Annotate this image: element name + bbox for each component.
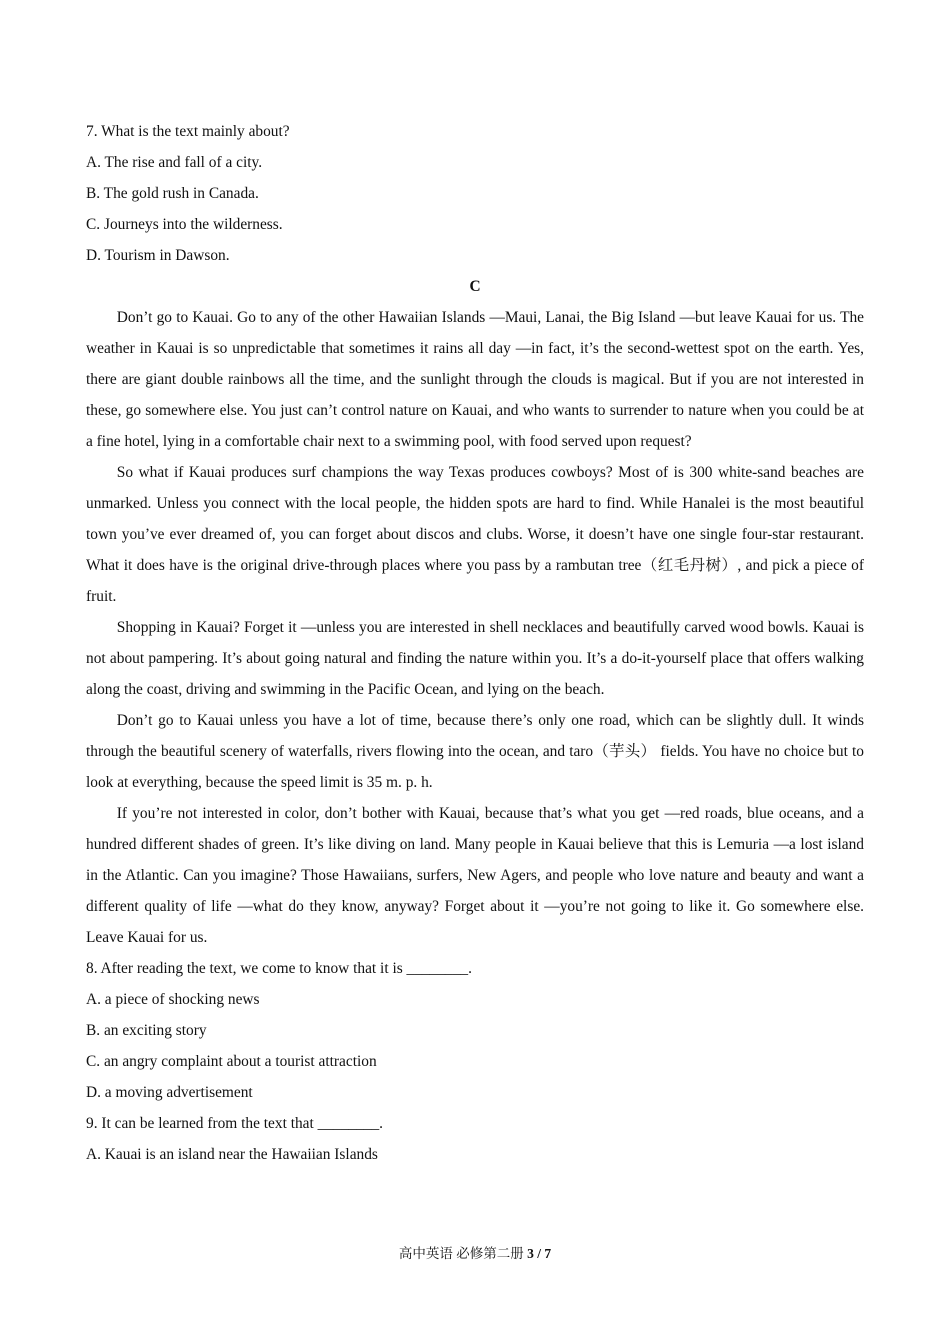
paragraph-5: If you’re not interested in color, don’t bother with Kauai, because that’s what you get —red roads, blue oceans, and a hundred different shades of green. It’s like diving on land. Many people in Kauai believe that this is Lemuria —a lost island in the Atlantic. Can you imagine? Those Hawaiians, surfers, New Agers, and people who love nature and beauty and want a different quality of life —what do they know, anyway? Forget about it —you’re not going to like it. Go somewhere else. Leave Kauai for us. [86,805,864,946]
section-heading-c: C [469,278,481,295]
option-a: A. The rise and fall of a city. [86,154,263,171]
option-b: B. The gold rush in Canada. [86,185,259,202]
option-d: D. Tourism in Dawson. [86,247,230,264]
paragraph-4: Don’t go to Kauai unless you have a lot of time, because there’s only one road, which can be slightly dull. It winds through the beautiful scenery of waterfalls, rivers flowing into the ocean, and taro（芋头） fields. You have no choice but to look at everything, because the speed limit is 35 m. p. h. [86,712,864,791]
option-b: B. an exciting story [86,1022,207,1039]
page-footer [0,1244,950,1264]
option-a: A. a piece of shocking news [86,991,260,1008]
paragraph-3: Shopping in Kauai? Forget it —unless you are interested in shell necklaces and beautifully carved wood bowls. Kauai is not about pampering. It’s about going natural and finding the nature within you. It’s a do-it-yourself place that offers walking along the coast, driving and swimming in the Pacific Ocean, and lying on the beach. [86,619,864,698]
question-text: 8. After reading the text, we come to know that it is ________. [86,960,472,977]
page-number: 3 / 7 [527,1246,552,1261]
page-content [86,116,864,1170]
footer-label: 高中英语 必修第二册 [398,1246,524,1261]
question-9 [86,1108,864,1170]
option-d: D. a moving advertisement [86,1084,253,1101]
question-text: 7. What is the text mainly about? [86,123,290,140]
option-c: C. an angry complaint about a tourist attraction [86,1053,377,1070]
question-text: 9. It can be learned from the text that ________. [86,1115,384,1132]
paragraph-1: Don’t go to Kauai. Go to any of the other Hawaiian Islands —Maui, Lanai, the Big Island —but leave Kauai for us. The weather in Kauai is so unpredictable that sometimes it rains all day —in fact, it’s the second-wettest spot on the earth. Yes, there are giant double rainbows all the time, and the sunlight through the clouds is magical. But if you are not interested in these, go somewhere else. You just can’t control nature on Kauai, and who wants to surrender to nature when you could be at a fine hotel, lying in a comfortable chair next to a swimming pool, with food served upon request? [86,309,864,450]
paragraph-2: So what if Kauai produces surf champions the way Texas produces cowboys? Most of is 300 white-sand beaches are unmarked. Unless you connect with the local people, the hidden spots are hard to find. While Hanalei is the most beautiful town you’ve ever dreamed of, you can forget about discos and clubs. Worse, it doesn’t have one single four-star restaurant. What it does have is the original drive-through places where you pass by a rambutan tree（红毛丹树）, and pick a piece of fruit. [86,464,864,605]
passage-c [86,302,864,953]
question-7 [86,116,864,271]
option-c: C. Journeys into the wilderness. [86,216,283,233]
option-a: A. Kauai is an island near the Hawaiian Islands [86,1146,378,1163]
question-8 [86,953,864,1108]
